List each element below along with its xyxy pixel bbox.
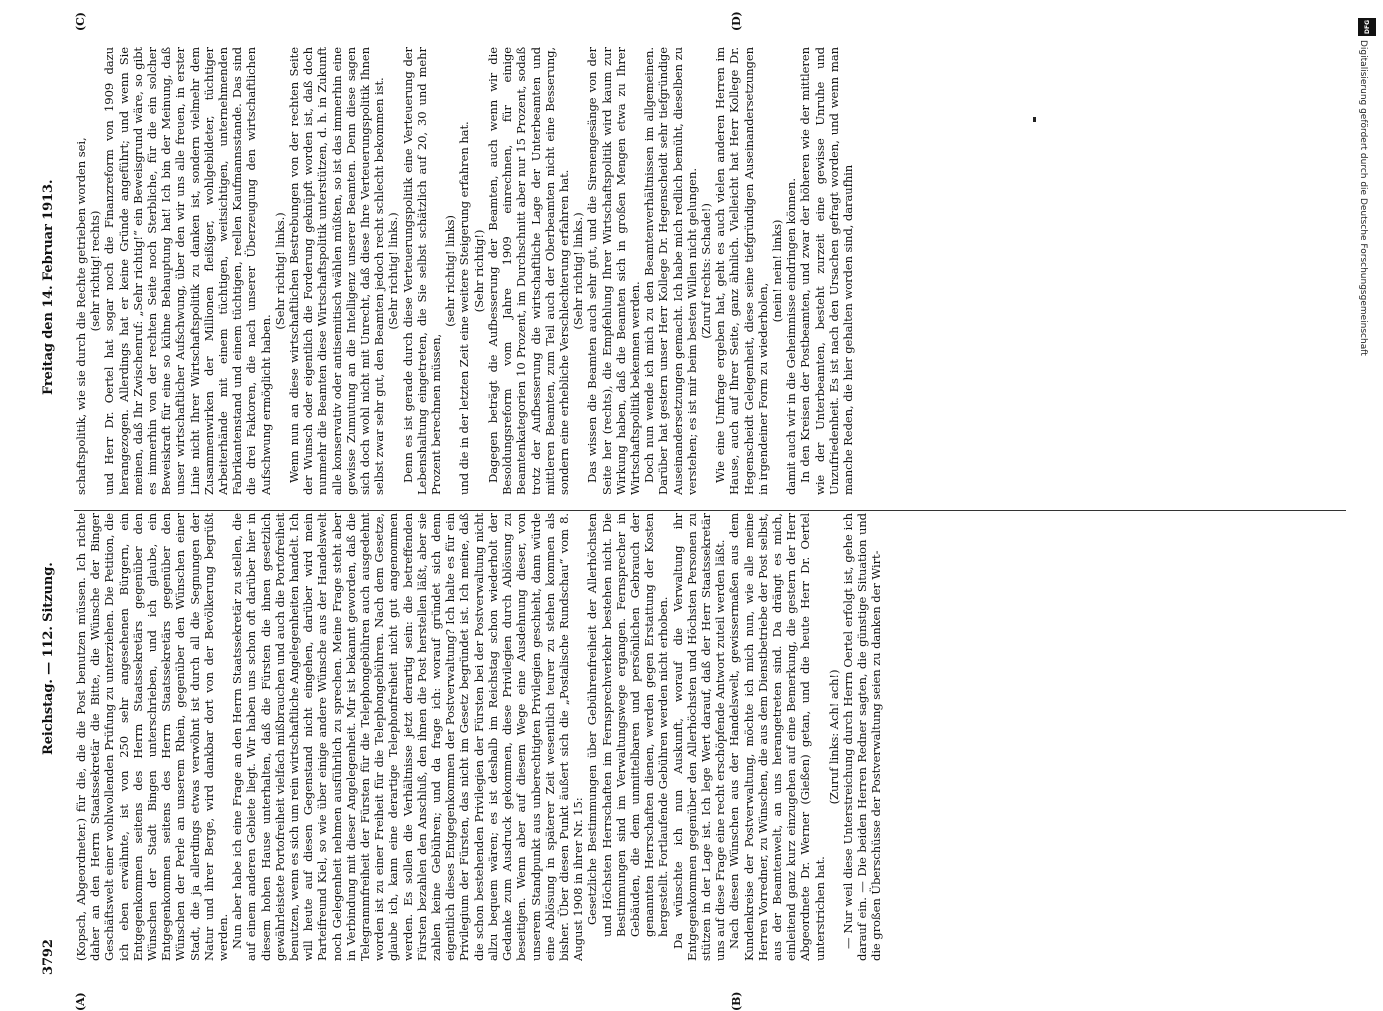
paragraph: Dagegen beträgt die Aufbesserung der Beamten, auch wenn wir die Besoldungsreform vom Jahre 1909 einrechnen, für einige Beamtenkategorien 10 Prozent, im Durchschnitt aber nur 15 Prozent, sodaß trotz der Aufbesserung die wirtschaftliche Lage der Unterbeamten und mittleren Beamten, zum Teil auch der Oberbeamten nicht eine Besserung, sondern eine erhebliche Verschlechterung erfahren hat.	[485, 47, 571, 495]
text-column-left	[74, 513, 1346, 961]
interjection: (Sehr richtig! links.)	[386, 212, 401, 330]
paragraph: (Kopsch, Abgeordneter.) für die, die die Post benutzen müssen. Ich richte daher an den Herrn Staatssekretär die Bitte, die Wünsche der Binger Geschäftswelt einer wohlwollenden Prüfung zu unterziehen. Die Petition, die ich eben erwähnte, ist von 250 sehr angesehenen Bürgern, ein Entgegenkommen seitens des Herrn Staatssekretärs gegenüber den Wünschen der Stadt Bingen unterschrieben, und ich glaube, ein Entgegenkommen seitens des Herrn Staatssekretärs gegenüber den Wünschen der Perle an unserem Rhein, gegenüber den Wünschen einer Stadt, die ja allerdings etwas verwöhnt ist durch all die Segnungen der Natur und ihrer Berge, wird dankbar dort von der Bevölkerung begrüßt werden.	[74, 513, 231, 961]
interjection: (Sehr richtig! links.)	[272, 212, 287, 330]
paragraph: Nun aber habe ich eine Frage an den Herrn Staatssekretär zu stellen, die auf einem anderen Gebiete liegt. Wir haben uns schon oft darüber hier in diesem hohen Hause unterhalten, daß die Fürsten die ihnen gesetzlich gewährleistete Portofreiheit vielfach mißbrauchen und auch die Portofreiheit benutzen, wenn es sich um rein wirtschaftliche Angelegenheiten handelt. Ich will heute auf diesen Gegenstand nicht eingehen, darüber wird mein Parteifreund Kiel, so wie über einige andere Wünsche aus der Handelswelt noch Gelegenheit nehmen ausführlich zu sprechen. Meine Frage steht aber in Verbindung mit dieser Angelegenheit. Mir ist bekannt geworden, daß die Telegrammfreiheit der Fürsten für die Telephongebühren auch ausgedehnt worden ist zu einer Freiheit für die Telephongebühren. Nach dem Gesetze, glaube ich, kann eine derartige Telephonfreiheit nicht gut angenommen werden. Es sollen die Verhältnisse jetzt derartig sein: die betreffenden Fürsten bezahlen den Anschluß, den ihnen die Post herstellen läßt, aber sie zahlen keine Gebühren; und da frage ich: worauf gründet sich denn eigentlich dieses Entgegenkommen der Postverwaltung? Ich halte es für ein Privilegium der Fürsten, das nicht im Gesetz begründet ist. Ich meine, daß die schon bestehenden Privilegien der Fürsten bei der Postverwaltung nicht allzu bequem wären; es ist deshalb im Reichstag schon wiederholt der Gedanke zum Ausdruck gekommen, diese Privilegien durch Ablösung zu beseitigen. Wenn aber auf diesem Wege eine Ausdehnung dieser, von unserem Standpunkt aus unberechtigten Privilegien geschieht, dann würde eine Ablösung in späterer Zeit wesentlich teurer zu stehen kommen als bisher. Über diesen Punkt äußert sich die „Postalische Rundschau“ vom 8. August 1908 in ihrer Nr. 15:	[230, 513, 586, 961]
interjection: (nein! nein! links)	[769, 219, 784, 323]
margin-marker-c: (C)	[74, 12, 87, 31]
paragraph: Da wünschte ich nun Auskunft, worauf die Verwaltung ihr Entgegenkommen gegenüber den Allerhöchsten und Höchsten Personen zu stützen in der Lage ist. Ich lege Wert darauf, daß der Herr Staatssekretär uns auf diese Frage eine recht erschöpfende Antwort zuteil werden läßt.	[670, 513, 728, 961]
paragraph: und die in der letzten Zeit eine weitere Steigerung erfahren hat.	[457, 121, 472, 495]
interjection: (sehr richtig! links)	[443, 215, 458, 327]
paragraph: Doch nun wende ich mich zu den Beamtenverhältnissen im allgemeinen. Darüber hat gestern unser Herr Kollege Dr. Hegenscheidt sehr tiefgründige Auseinandersetzungen gemacht. Ich habe mich redlich bemüht, dieselben zu verstehen; es ist mir beim besten Willen nicht gelungen.	[642, 47, 699, 495]
page-header	[40, 35, 62, 975]
paragraph: damit auch wir in die Geheimnisse eindringen können.	[784, 178, 799, 495]
session-date: Freitag den 14. Februar 1913.	[41, 179, 56, 395]
paragraph: Wie eine Umfrage ergeben hat, geht es auch vielen anderen Herren im Hause, auch auf Ihrer Seite, ganz ähnlich. Vielleicht hat Herr Kollege Dr. Hegenscheidt Gelegenheit, diese seine tiefgründigen Auseinandersetzungen in irgendeiner Form zu wiederholen,	[713, 47, 770, 495]
interjection: (Zuruf links: Ach! ach!)	[826, 669, 841, 805]
paragraph: und Herr Dr. Oertel hat sogar noch die Finanzreform von 1909 dazu herangezogen. Allerdings hat er keine Gründe angeführt; und wenn Sie meinen, daß Ihr Zwischenruf: „Sehr richtig!“ ein Beweisgrund wäre, so gibt es immerhin von der rechten Seite noch Sterbliche, für die ein solcher Beweiskraft für eine so kühne Behauptung hat! Ich bin der Meinung, daß unser wirtschaftlicher Aufschwung, über den wir uns alle freuen, in erster Linie nicht Ihrer Wirtschaftspolitik zu danken ist, sondern vielmehr dem Zusammenwirken der Millionen fleißiger, wohlgebildeter, tüchtiger Arbeiterhände mit einem tüchtigen, weitsichtigen, unternehmenden Fabrikantenstand und einem tüchtigen, reellen Kaufmannsstande. Das sind die drei Faktoren, die nach unserer Überzeugung den wirtschaftlichen Aufschwung ermöglicht haben.	[102, 47, 273, 495]
quoted-paragraph: Gesetzliche Bestimmungen über Gebührenfreiheit der Allerhöchsten und Höchsten Herrschaften im Fernsprechverkehr bestehen nicht. Die Bestimmungen sind im Verwaltungswege ergangen. Fernsprecher in Gebäuden, die dem unmittelbaren und persönlichen Gebrauch der genannten Herrschaften dienen, werden gegen Erstattung der Kosten hergestellt. Fortlaufende Gebühren werden nicht erhoben.	[585, 513, 671, 937]
paragraph: — Nur weil diese Unterstreichung durch Herrn Oertel erfolgt ist, gehe ich darauf ein. — Die beiden Herren Redner sagten, die günstige Situation und die großen Überschüsse der Postverwaltung seien zu danken der Wirt-	[840, 513, 884, 961]
paragraph: Wenn nun an diese wirtschaftlichen Bestrebungen von der rechten Seite der Wunsch oder eigentlich die Forderung geknüpft worden ist, daß doch nunmehr die Beamten diese Wirtschaftspolitik unterstützen, d. h. in Zukunft alle konservativ oder antisemitisch wählen müßten, so ist das immerhin eine gewisse Zumutung an die Intelligenz unserer Beamten. Denn diese sagen sich doch wohl nicht mit Unrecht, daß diese Ihre Verteuerungspolitik Ihnen selbst zwar sehr gut, den Beamten jedoch recht schlecht bekommen ist.	[287, 47, 387, 495]
dfg-logo: DFG	[1358, 18, 1376, 36]
digitization-credit: Digitalisierung gefördert durch die Deutsche Forschungsgemeinschaft	[1358, 40, 1368, 356]
margin-marker-d: (D)	[730, 11, 743, 31]
paragraph: In den Kreisen der Postbeamten, und zwar der höheren wie der mittleren wie der Unterbeamten, besteht zurzeit eine gewisse Unruhe und Unzufriedenheit. Es ist nach den Ursachen gefragt worden, und wenn man manche Reden, die hier gehalten worden sind, daraufhin	[798, 47, 855, 495]
interjection: (Sehr richtig! links.)	[571, 212, 586, 330]
text-column-right	[74, 47, 1346, 495]
interjection: (Zuruf rechts: Schade!)	[698, 203, 713, 339]
paragraph: Das wissen die Beamten auch sehr gut, und die Sirenengesänge von der Seite her (rechts), die Empfehlung Ihrer Wirtschaftspolitik wird kaum zur Wirkung haben, daß die Beamten sich in großen Mengen etwa zu Ihrer Wirtschaftspolitik bekennen werden.	[585, 47, 642, 495]
interjection: (sehr richtig! rechts)	[88, 210, 103, 332]
column-rule	[74, 510, 1346, 511]
paragraph: Denn es ist gerade durch diese Verteuerungspolitik eine Verteuerung der Lebenshaltung eingetreten, die Sie selbst schätzlich auf 20, 30 und mehr Prozent berechnen müssen,	[400, 47, 444, 495]
page-number: 3792	[41, 939, 56, 975]
session-title: Reichstag. — 112. Sitzung.	[41, 562, 56, 755]
paragraph: schaftspolitik, wie sie durch die Rechte getrieben worden sei,	[74, 137, 88, 495]
margin-marker-b: (B)	[730, 991, 743, 1011]
interjection: (Sehr richtig!)	[471, 229, 486, 313]
paragraph: Nach diesen Wünschen aus der Handelswelt, gewissermaßen aus dem Kundenkreise der Postverwaltung, möchte ich mich nun, wie alle meine Herren Vorredner, zu Wünschen, die aus dem Dienstbetriebe der Post selbst, aus der Beamtenwelt, an uns herangetreten sind. Da drängt es mich, einleitend ganz kurz einzugehen auf eine Bemerkung, die gestern der Herr Abgeordnete Dr. Werner (Gießen) getan, und die heute Herr Dr. Oertel unterstrichen hat.	[727, 513, 827, 961]
rotated-sheet	[40, 11, 1350, 1011]
margin-marker-a: (A)	[74, 992, 87, 1011]
